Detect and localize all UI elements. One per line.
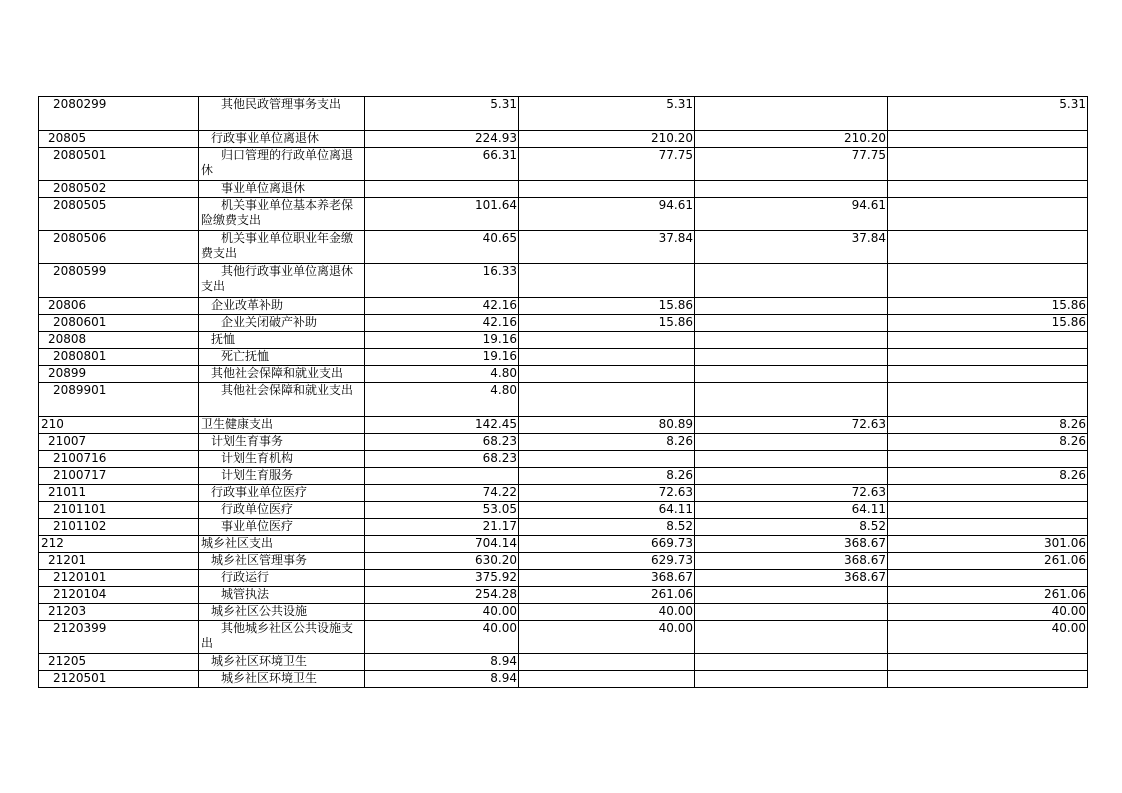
table-row	[39, 671, 1088, 688]
project-expenditure-cell: 8.26	[888, 468, 1088, 485]
project-expenditure-cell	[888, 231, 1088, 264]
account-code-cell: 212	[39, 536, 199, 553]
budget-amount-cell	[519, 383, 695, 417]
project-expenditure-cell: 261.06	[888, 553, 1088, 570]
table-row	[39, 181, 1088, 198]
basic-expenditure-cell: 368.67	[695, 553, 888, 570]
total-amount-cell: 4.80	[365, 383, 519, 417]
total-amount-cell: 8.94	[365, 671, 519, 688]
table-row	[39, 366, 1088, 383]
account-name-cell: 计划生育机构	[199, 451, 365, 468]
account-name-cell: 行政单位医疗	[199, 502, 365, 519]
account-code-cell: 2120399	[39, 621, 199, 654]
project-expenditure-cell: 15.86	[888, 298, 1088, 315]
budget-amount-cell	[519, 264, 695, 298]
budget-amount-cell: 669.73	[519, 536, 695, 553]
account-name-cell: 城乡社区环境卫生	[199, 671, 365, 688]
basic-expenditure-cell	[695, 383, 888, 417]
budget-amount-cell: 8.26	[519, 468, 695, 485]
project-expenditure-cell: 301.06	[888, 536, 1088, 553]
table-row	[39, 434, 1088, 451]
total-amount-cell: 704.14	[365, 536, 519, 553]
total-amount-cell: 66.31	[365, 148, 519, 181]
account-code-cell: 2101102	[39, 519, 199, 536]
project-expenditure-cell: 40.00	[888, 621, 1088, 654]
account-code-cell: 2080299	[39, 97, 199, 131]
budget-amount-cell: 94.61	[519, 198, 695, 231]
table-row	[39, 417, 1088, 434]
table-row	[39, 332, 1088, 349]
account-code-cell: 2080801	[39, 349, 199, 366]
budget-amount-cell: 40.00	[519, 604, 695, 621]
basic-expenditure-cell: 72.63	[695, 417, 888, 434]
total-amount-cell: 68.23	[365, 451, 519, 468]
project-expenditure-cell: 8.26	[888, 417, 1088, 434]
table-row	[39, 502, 1088, 519]
budget-amount-cell	[519, 349, 695, 366]
project-expenditure-cell	[888, 181, 1088, 198]
table-row	[39, 451, 1088, 468]
basic-expenditure-cell	[695, 621, 888, 654]
table-row	[39, 604, 1088, 621]
table-row	[39, 231, 1088, 264]
basic-expenditure-cell: 77.75	[695, 148, 888, 181]
table-row	[39, 264, 1088, 298]
account-code-cell: 21205	[39, 654, 199, 671]
total-amount-cell: 42.16	[365, 315, 519, 332]
basic-expenditure-cell: 37.84	[695, 231, 888, 264]
total-amount-cell: 16.33	[365, 264, 519, 298]
basic-expenditure-cell: 368.67	[695, 536, 888, 553]
budget-amount-cell	[519, 451, 695, 468]
total-amount-cell: 53.05	[365, 502, 519, 519]
total-amount-cell: 5.31	[365, 97, 519, 131]
table-row	[39, 148, 1088, 181]
account-code-cell: 21203	[39, 604, 199, 621]
total-amount-cell: 68.23	[365, 434, 519, 451]
account-name-cell: 事业单位医疗	[199, 519, 365, 536]
account-name-cell: 城乡社区管理事务	[199, 553, 365, 570]
total-amount-cell: 19.16	[365, 349, 519, 366]
table-row	[39, 383, 1088, 417]
total-amount-cell: 74.22	[365, 485, 519, 502]
account-code-cell: 2120501	[39, 671, 199, 688]
table-row	[39, 553, 1088, 570]
account-code-cell: 2089901	[39, 383, 199, 417]
table-row	[39, 587, 1088, 604]
total-amount-cell: 630.20	[365, 553, 519, 570]
account-name-cell: 其他民政管理事务支出	[199, 97, 365, 131]
budget-amount-cell: 5.31	[519, 97, 695, 131]
project-expenditure-cell	[888, 485, 1088, 502]
account-name-cell: 城乡社区公共设施	[199, 604, 365, 621]
project-expenditure-cell	[888, 332, 1088, 349]
project-expenditure-cell	[888, 451, 1088, 468]
table-row	[39, 97, 1088, 131]
account-name-cell: 事业单位离退休	[199, 181, 365, 198]
account-code-cell: 2080599	[39, 264, 199, 298]
account-name-cell: 计划生育事务	[199, 434, 365, 451]
basic-expenditure-cell: 210.20	[695, 131, 888, 148]
total-amount-cell: 40.65	[365, 231, 519, 264]
account-name-cell: 行政运行	[199, 570, 365, 587]
basic-expenditure-cell	[695, 264, 888, 298]
account-name-cell: 死亡抚恤	[199, 349, 365, 366]
account-name-cell: 机关事业单位职业年金缴费支出	[199, 231, 365, 264]
table-row	[39, 621, 1088, 654]
project-expenditure-cell: 40.00	[888, 604, 1088, 621]
basic-expenditure-cell	[695, 349, 888, 366]
account-name-cell: 抚恤	[199, 332, 365, 349]
budget-amount-cell: 15.86	[519, 315, 695, 332]
basic-expenditure-cell	[695, 332, 888, 349]
project-expenditure-cell: 5.31	[888, 97, 1088, 131]
table-row	[39, 519, 1088, 536]
account-name-cell: 卫生健康支出	[199, 417, 365, 434]
account-code-cell: 21007	[39, 434, 199, 451]
total-amount-cell	[365, 181, 519, 198]
basic-expenditure-cell	[695, 366, 888, 383]
project-expenditure-cell: 261.06	[888, 587, 1088, 604]
project-expenditure-cell	[888, 148, 1088, 181]
total-amount-cell: 42.16	[365, 298, 519, 315]
total-amount-cell: 40.00	[365, 604, 519, 621]
project-expenditure-cell: 8.26	[888, 434, 1088, 451]
account-name-cell: 行政事业单位医疗	[199, 485, 365, 502]
total-amount-cell: 224.93	[365, 131, 519, 148]
project-expenditure-cell	[888, 349, 1088, 366]
project-expenditure-cell	[888, 383, 1088, 417]
table-row	[39, 654, 1088, 671]
basic-expenditure-cell	[695, 181, 888, 198]
basic-expenditure-cell	[695, 671, 888, 688]
account-name-cell: 机关事业单位基本养老保险缴费支出	[199, 198, 365, 231]
account-name-cell: 其他社会保障和就业支出	[199, 383, 365, 417]
budget-amount-cell: 368.67	[519, 570, 695, 587]
account-code-cell: 2080506	[39, 231, 199, 264]
account-code-cell: 21011	[39, 485, 199, 502]
basic-expenditure-cell	[695, 434, 888, 451]
basic-expenditure-cell	[695, 298, 888, 315]
total-amount-cell	[365, 468, 519, 485]
account-name-cell: 其他城乡社区公共设施支出	[199, 621, 365, 654]
table-row	[39, 468, 1088, 485]
account-code-cell: 210	[39, 417, 199, 434]
budget-amount-cell: 210.20	[519, 131, 695, 148]
budget-amount-cell: 15.86	[519, 298, 695, 315]
table-row	[39, 198, 1088, 231]
project-expenditure-cell	[888, 519, 1088, 536]
budget-amount-cell	[519, 181, 695, 198]
table-row	[39, 536, 1088, 553]
budget-amount-cell: 72.63	[519, 485, 695, 502]
account-code-cell: 2100716	[39, 451, 199, 468]
budget-amount-cell	[519, 654, 695, 671]
project-expenditure-cell	[888, 671, 1088, 688]
basic-expenditure-cell	[695, 587, 888, 604]
account-name-cell: 归口管理的行政单位离退休	[199, 148, 365, 181]
budget-amount-cell: 8.26	[519, 434, 695, 451]
budget-amount-cell: 37.84	[519, 231, 695, 264]
total-amount-cell: 101.64	[365, 198, 519, 231]
budget-amount-cell: 629.73	[519, 553, 695, 570]
account-name-cell: 计划生育服务	[199, 468, 365, 485]
budget-amount-cell: 80.89	[519, 417, 695, 434]
budget-table-body	[39, 97, 1088, 688]
total-amount-cell: 19.16	[365, 332, 519, 349]
account-code-cell: 20806	[39, 298, 199, 315]
basic-expenditure-cell	[695, 451, 888, 468]
budget-amount-cell: 40.00	[519, 621, 695, 654]
account-name-cell: 行政事业单位离退休	[199, 131, 365, 148]
project-expenditure-cell	[888, 654, 1088, 671]
basic-expenditure-cell	[695, 315, 888, 332]
basic-expenditure-cell: 72.63	[695, 485, 888, 502]
account-code-cell: 20899	[39, 366, 199, 383]
total-amount-cell: 8.94	[365, 654, 519, 671]
project-expenditure-cell	[888, 198, 1088, 231]
table-row	[39, 298, 1088, 315]
project-expenditure-cell	[888, 366, 1088, 383]
account-code-cell: 2101101	[39, 502, 199, 519]
account-name-cell: 城管执法	[199, 587, 365, 604]
table-row	[39, 131, 1088, 148]
table-row	[39, 485, 1088, 502]
total-amount-cell: 142.45	[365, 417, 519, 434]
budget-amount-cell: 77.75	[519, 148, 695, 181]
basic-expenditure-cell: 368.67	[695, 570, 888, 587]
account-code-cell: 21201	[39, 553, 199, 570]
account-name-cell: 城乡社区环境卫生	[199, 654, 365, 671]
account-code-cell: 2080505	[39, 198, 199, 231]
project-expenditure-cell	[888, 570, 1088, 587]
account-name-cell: 企业改革补助	[199, 298, 365, 315]
budget-amount-cell	[519, 332, 695, 349]
total-amount-cell: 375.92	[365, 570, 519, 587]
table-row	[39, 570, 1088, 587]
budget-amount-cell: 261.06	[519, 587, 695, 604]
project-expenditure-cell	[888, 264, 1088, 298]
account-code-cell: 2080502	[39, 181, 199, 198]
total-amount-cell: 254.28	[365, 587, 519, 604]
basic-expenditure-cell	[695, 654, 888, 671]
table-row	[39, 349, 1088, 366]
budget-amount-cell	[519, 671, 695, 688]
budget-table	[38, 96, 1088, 688]
total-amount-cell: 4.80	[365, 366, 519, 383]
account-code-cell: 2120101	[39, 570, 199, 587]
budget-amount-cell: 8.52	[519, 519, 695, 536]
basic-expenditure-cell	[695, 604, 888, 621]
project-expenditure-cell: 15.86	[888, 315, 1088, 332]
basic-expenditure-cell: 64.11	[695, 502, 888, 519]
total-amount-cell: 21.17	[365, 519, 519, 536]
table-row	[39, 315, 1088, 332]
account-name-cell: 其他社会保障和就业支出	[199, 366, 365, 383]
account-code-cell: 2120104	[39, 587, 199, 604]
basic-expenditure-cell	[695, 97, 888, 131]
account-code-cell: 2080501	[39, 148, 199, 181]
account-name-cell: 企业关闭破产补助	[199, 315, 365, 332]
account-code-cell: 20808	[39, 332, 199, 349]
total-amount-cell: 40.00	[365, 621, 519, 654]
basic-expenditure-cell	[695, 468, 888, 485]
account-code-cell: 2100717	[39, 468, 199, 485]
basic-expenditure-cell: 94.61	[695, 198, 888, 231]
account-name-cell: 其他行政事业单位离退休支出	[199, 264, 365, 298]
account-code-cell: 2080601	[39, 315, 199, 332]
project-expenditure-cell	[888, 131, 1088, 148]
basic-expenditure-cell: 8.52	[695, 519, 888, 536]
project-expenditure-cell	[888, 502, 1088, 519]
account-name-cell: 城乡社区支出	[199, 536, 365, 553]
budget-amount-cell	[519, 366, 695, 383]
account-code-cell: 20805	[39, 131, 199, 148]
budget-amount-cell: 64.11	[519, 502, 695, 519]
